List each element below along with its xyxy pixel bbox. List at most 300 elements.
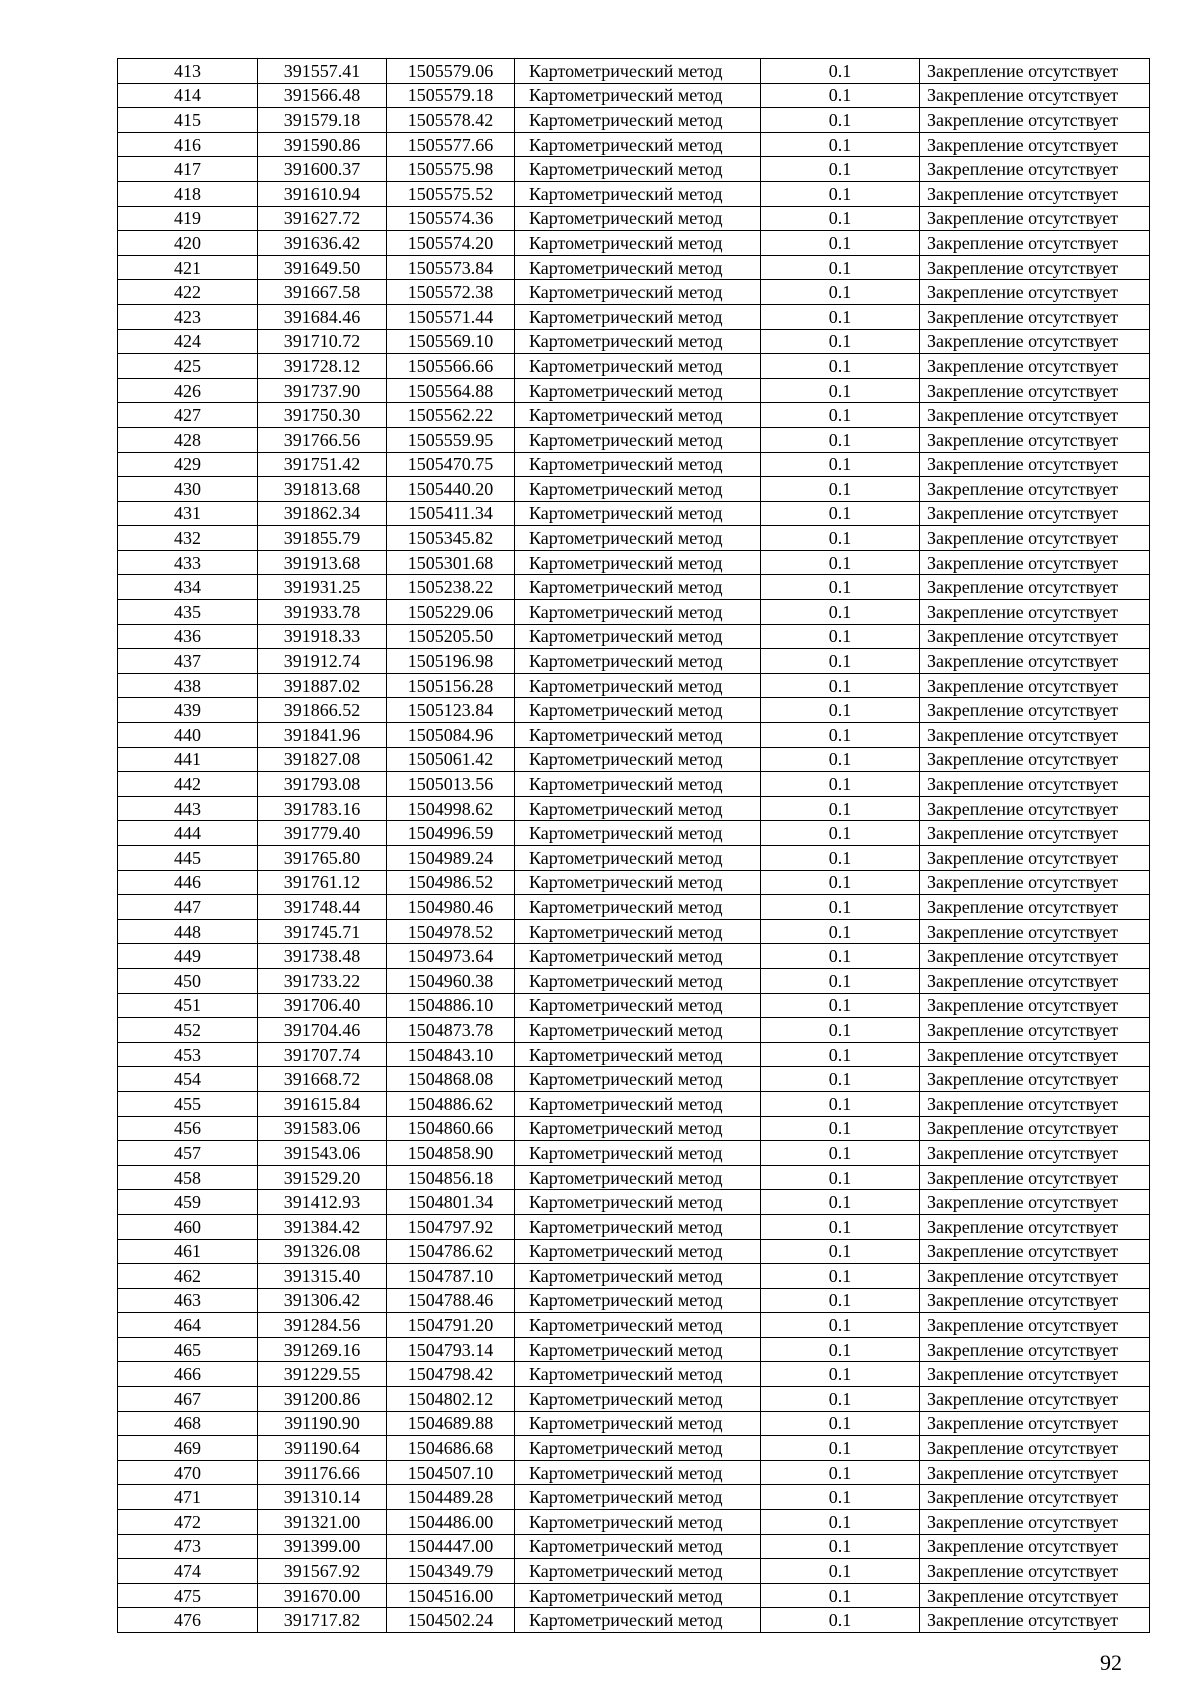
x-coordinate-cell: 391306.42 bbox=[258, 1288, 387, 1313]
x-coordinate-cell: 391590.86 bbox=[258, 132, 387, 157]
x-coordinate-cell: 391384.42 bbox=[258, 1214, 387, 1239]
point-number-cell: 431 bbox=[118, 501, 258, 526]
y-coordinate-cell: 1505229.06 bbox=[387, 600, 515, 625]
accuracy-cell: 0.1 bbox=[761, 1067, 920, 1092]
accuracy-cell: 0.1 bbox=[761, 304, 920, 329]
table-row bbox=[118, 895, 1150, 920]
table-row bbox=[118, 157, 1150, 182]
x-coordinate-cell: 391600.37 bbox=[258, 157, 387, 182]
point-number-cell: 448 bbox=[118, 919, 258, 944]
method-cell: Картометрический метод bbox=[515, 1337, 761, 1362]
point-number-cell: 455 bbox=[118, 1091, 258, 1116]
table-row bbox=[118, 673, 1150, 698]
y-coordinate-cell: 1505566.66 bbox=[387, 354, 515, 379]
description-cell: Закрепление отсутствует bbox=[920, 354, 1150, 379]
x-coordinate-cell: 391667.58 bbox=[258, 280, 387, 305]
x-coordinate-cell: 391668.72 bbox=[258, 1067, 387, 1092]
method-cell: Картометрический метод bbox=[515, 157, 761, 182]
description-cell: Закрепление отсутствует bbox=[920, 1190, 1150, 1215]
x-coordinate-cell: 391707.74 bbox=[258, 1042, 387, 1067]
table-row bbox=[118, 1116, 1150, 1141]
y-coordinate-cell: 1505575.98 bbox=[387, 157, 515, 182]
method-cell: Картометрический метод bbox=[515, 354, 761, 379]
method-cell: Картометрический метод bbox=[515, 1387, 761, 1412]
table-row bbox=[118, 1264, 1150, 1289]
method-cell: Картометрический метод bbox=[515, 624, 761, 649]
y-coordinate-cell: 1505084.96 bbox=[387, 723, 515, 748]
method-cell: Картометрический метод bbox=[515, 600, 761, 625]
table-row bbox=[118, 354, 1150, 379]
point-number-cell: 416 bbox=[118, 132, 258, 157]
accuracy-cell: 0.1 bbox=[761, 772, 920, 797]
y-coordinate-cell: 1505569.10 bbox=[387, 329, 515, 354]
x-coordinate-cell: 391745.71 bbox=[258, 919, 387, 944]
accuracy-cell: 0.1 bbox=[761, 1534, 920, 1559]
table-row bbox=[118, 968, 1150, 993]
method-cell: Картометрический метод bbox=[515, 181, 761, 206]
table-row bbox=[118, 526, 1150, 551]
accuracy-cell: 0.1 bbox=[761, 575, 920, 600]
table-row bbox=[118, 993, 1150, 1018]
x-coordinate-cell: 391399.00 bbox=[258, 1534, 387, 1559]
table-row bbox=[118, 1190, 1150, 1215]
coordinates-table-body bbox=[118, 59, 1150, 1633]
method-cell: Картометрический метод bbox=[515, 1608, 761, 1633]
accuracy-cell: 0.1 bbox=[761, 993, 920, 1018]
x-coordinate-cell: 391855.79 bbox=[258, 526, 387, 551]
description-cell: Закрепление отсутствует bbox=[920, 1091, 1150, 1116]
y-coordinate-cell: 1504973.64 bbox=[387, 944, 515, 969]
y-coordinate-cell: 1504486.00 bbox=[387, 1510, 515, 1535]
method-cell: Картометрический метод bbox=[515, 1313, 761, 1338]
point-number-cell: 452 bbox=[118, 1018, 258, 1043]
table-row bbox=[118, 575, 1150, 600]
y-coordinate-cell: 1504998.62 bbox=[387, 796, 515, 821]
method-cell: Картометрический метод bbox=[515, 796, 761, 821]
point-number-cell: 436 bbox=[118, 624, 258, 649]
method-cell: Картометрический метод bbox=[515, 1534, 761, 1559]
y-coordinate-cell: 1504860.66 bbox=[387, 1116, 515, 1141]
accuracy-cell: 0.1 bbox=[761, 1337, 920, 1362]
x-coordinate-cell: 391310.14 bbox=[258, 1485, 387, 1510]
description-cell: Закрепление отсутствует bbox=[920, 1559, 1150, 1584]
accuracy-cell: 0.1 bbox=[761, 1362, 920, 1387]
x-coordinate-cell: 391704.46 bbox=[258, 1018, 387, 1043]
accuracy-cell: 0.1 bbox=[761, 1264, 920, 1289]
y-coordinate-cell: 1505579.06 bbox=[387, 59, 515, 84]
method-cell: Картометрический метод bbox=[515, 1091, 761, 1116]
method-cell: Картометрический метод bbox=[515, 993, 761, 1018]
accuracy-cell: 0.1 bbox=[761, 1485, 920, 1510]
y-coordinate-cell: 1504447.00 bbox=[387, 1534, 515, 1559]
accuracy-cell: 0.1 bbox=[761, 1583, 920, 1608]
x-coordinate-cell: 391706.40 bbox=[258, 993, 387, 1018]
x-coordinate-cell: 391912.74 bbox=[258, 649, 387, 674]
point-number-cell: 463 bbox=[118, 1288, 258, 1313]
description-cell: Закрепление отсутствует bbox=[920, 452, 1150, 477]
accuracy-cell: 0.1 bbox=[761, 1436, 920, 1461]
description-cell: Закрепление отсутствует bbox=[920, 870, 1150, 895]
description-cell: Закрепление отсутствует bbox=[920, 231, 1150, 256]
description-cell: Закрепление отсутствует bbox=[920, 624, 1150, 649]
x-coordinate-cell: 391412.93 bbox=[258, 1190, 387, 1215]
x-coordinate-cell: 391761.12 bbox=[258, 870, 387, 895]
y-coordinate-cell: 1504858.90 bbox=[387, 1141, 515, 1166]
description-cell: Закрепление отсутствует bbox=[920, 846, 1150, 871]
x-coordinate-cell: 391190.64 bbox=[258, 1436, 387, 1461]
description-cell: Закрепление отсутствует bbox=[920, 673, 1150, 698]
accuracy-cell: 0.1 bbox=[761, 1042, 920, 1067]
point-number-cell: 445 bbox=[118, 846, 258, 871]
description-cell: Закрепление отсутствует bbox=[920, 919, 1150, 944]
description-cell: Закрепление отсутствует bbox=[920, 1042, 1150, 1067]
accuracy-cell: 0.1 bbox=[761, 673, 920, 698]
description-cell: Закрепление отсутствует bbox=[920, 403, 1150, 428]
method-cell: Картометрический метод bbox=[515, 1190, 761, 1215]
method-cell: Картометрический метод bbox=[515, 477, 761, 502]
point-number-cell: 429 bbox=[118, 452, 258, 477]
y-coordinate-cell: 1505411.34 bbox=[387, 501, 515, 526]
accuracy-cell: 0.1 bbox=[761, 944, 920, 969]
method-cell: Картометрический метод bbox=[515, 255, 761, 280]
accuracy-cell: 0.1 bbox=[761, 821, 920, 846]
method-cell: Картометрический метод bbox=[515, 83, 761, 108]
accuracy-cell: 0.1 bbox=[761, 1239, 920, 1264]
description-cell: Закрепление отсутствует bbox=[920, 1436, 1150, 1461]
table-row bbox=[118, 304, 1150, 329]
method-cell: Картометрический метод bbox=[515, 673, 761, 698]
x-coordinate-cell: 391543.06 bbox=[258, 1141, 387, 1166]
description-cell: Закрепление отсутствует bbox=[920, 280, 1150, 305]
x-coordinate-cell: 391862.34 bbox=[258, 501, 387, 526]
accuracy-cell: 0.1 bbox=[761, 181, 920, 206]
x-coordinate-cell: 391728.12 bbox=[258, 354, 387, 379]
y-coordinate-cell: 1505440.20 bbox=[387, 477, 515, 502]
table-row bbox=[118, 649, 1150, 674]
x-coordinate-cell: 391779.40 bbox=[258, 821, 387, 846]
y-coordinate-cell: 1504986.52 bbox=[387, 870, 515, 895]
table-row bbox=[118, 747, 1150, 772]
accuracy-cell: 0.1 bbox=[761, 108, 920, 133]
point-number-cell: 433 bbox=[118, 550, 258, 575]
point-number-cell: 444 bbox=[118, 821, 258, 846]
point-number-cell: 458 bbox=[118, 1165, 258, 1190]
method-cell: Картометрический метод bbox=[515, 1165, 761, 1190]
x-coordinate-cell: 391717.82 bbox=[258, 1608, 387, 1633]
accuracy-cell: 0.1 bbox=[761, 427, 920, 452]
y-coordinate-cell: 1504787.10 bbox=[387, 1264, 515, 1289]
table-row bbox=[118, 231, 1150, 256]
table-row bbox=[118, 1387, 1150, 1412]
x-coordinate-cell: 391670.00 bbox=[258, 1583, 387, 1608]
point-number-cell: 469 bbox=[118, 1436, 258, 1461]
description-cell: Закрепление отсутствует bbox=[920, 1608, 1150, 1633]
accuracy-cell: 0.1 bbox=[761, 1190, 920, 1215]
x-coordinate-cell: 391738.48 bbox=[258, 944, 387, 969]
page-number: 92 bbox=[1100, 1650, 1122, 1675]
method-cell: Картометрический метод bbox=[515, 1214, 761, 1239]
description-cell: Закрепление отсутствует bbox=[920, 1337, 1150, 1362]
method-cell: Картометрический метод bbox=[515, 1485, 761, 1510]
x-coordinate-cell: 391887.02 bbox=[258, 673, 387, 698]
description-cell: Закрепление отсутствует bbox=[920, 255, 1150, 280]
point-number-cell: 434 bbox=[118, 575, 258, 600]
x-coordinate-cell: 391557.41 bbox=[258, 59, 387, 84]
point-number-cell: 426 bbox=[118, 378, 258, 403]
point-number-cell: 420 bbox=[118, 231, 258, 256]
description-cell: Закрепление отсутствует bbox=[920, 1018, 1150, 1043]
x-coordinate-cell: 391566.48 bbox=[258, 83, 387, 108]
description-cell: Закрепление отсутствует bbox=[920, 796, 1150, 821]
description-cell: Закрепление отсутствует bbox=[920, 1313, 1150, 1338]
x-coordinate-cell: 391529.20 bbox=[258, 1165, 387, 1190]
point-number-cell: 464 bbox=[118, 1313, 258, 1338]
method-cell: Картометрический метод bbox=[515, 1067, 761, 1092]
method-cell: Картометрический метод bbox=[515, 575, 761, 600]
accuracy-cell: 0.1 bbox=[761, 919, 920, 944]
accuracy-cell: 0.1 bbox=[761, 968, 920, 993]
description-cell: Закрепление отсутствует bbox=[920, 747, 1150, 772]
y-coordinate-cell: 1505301.68 bbox=[387, 550, 515, 575]
accuracy-cell: 0.1 bbox=[761, 206, 920, 231]
y-coordinate-cell: 1505345.82 bbox=[387, 526, 515, 551]
method-cell: Картометрический метод bbox=[515, 772, 761, 797]
table-row bbox=[118, 624, 1150, 649]
point-number-cell: 472 bbox=[118, 1510, 258, 1535]
table-row bbox=[118, 59, 1150, 84]
description-cell: Закрепление отсутствует bbox=[920, 1288, 1150, 1313]
table-row bbox=[118, 944, 1150, 969]
description-cell: Закрепление отсутствует bbox=[920, 575, 1150, 600]
point-number-cell: 423 bbox=[118, 304, 258, 329]
point-number-cell: 430 bbox=[118, 477, 258, 502]
table-row bbox=[118, 255, 1150, 280]
y-coordinate-cell: 1504868.08 bbox=[387, 1067, 515, 1092]
table-row bbox=[118, 1239, 1150, 1264]
description-cell: Закрепление отсутствует bbox=[920, 600, 1150, 625]
y-coordinate-cell: 1505578.42 bbox=[387, 108, 515, 133]
point-number-cell: 441 bbox=[118, 747, 258, 772]
x-coordinate-cell: 391649.50 bbox=[258, 255, 387, 280]
y-coordinate-cell: 1504349.79 bbox=[387, 1559, 515, 1584]
method-cell: Картометрический метод bbox=[515, 1436, 761, 1461]
table-row bbox=[118, 1608, 1150, 1633]
accuracy-cell: 0.1 bbox=[761, 1608, 920, 1633]
point-number-cell: 442 bbox=[118, 772, 258, 797]
table-row bbox=[118, 772, 1150, 797]
description-cell: Закрепление отсутствует bbox=[920, 1387, 1150, 1412]
x-coordinate-cell: 391583.06 bbox=[258, 1116, 387, 1141]
y-coordinate-cell: 1504516.00 bbox=[387, 1583, 515, 1608]
accuracy-cell: 0.1 bbox=[761, 624, 920, 649]
method-cell: Картометрический метод bbox=[515, 427, 761, 452]
x-coordinate-cell: 391751.42 bbox=[258, 452, 387, 477]
table-row bbox=[118, 698, 1150, 723]
method-cell: Картометрический метод bbox=[515, 501, 761, 526]
method-cell: Картометрический метод bbox=[515, 452, 761, 477]
table-row bbox=[118, 108, 1150, 133]
x-coordinate-cell: 391918.33 bbox=[258, 624, 387, 649]
method-cell: Картометрический метод bbox=[515, 1460, 761, 1485]
y-coordinate-cell: 1504793.14 bbox=[387, 1337, 515, 1362]
point-number-cell: 425 bbox=[118, 354, 258, 379]
table-row bbox=[118, 280, 1150, 305]
y-coordinate-cell: 1505559.95 bbox=[387, 427, 515, 452]
x-coordinate-cell: 391326.08 bbox=[258, 1239, 387, 1264]
point-number-cell: 421 bbox=[118, 255, 258, 280]
method-cell: Картометрический метод bbox=[515, 1583, 761, 1608]
point-number-cell: 446 bbox=[118, 870, 258, 895]
table-row bbox=[118, 477, 1150, 502]
accuracy-cell: 0.1 bbox=[761, 747, 920, 772]
description-cell: Закрепление отсутствует bbox=[920, 181, 1150, 206]
method-cell: Картометрический метод bbox=[515, 206, 761, 231]
point-number-cell: 451 bbox=[118, 993, 258, 1018]
x-coordinate-cell: 391315.40 bbox=[258, 1264, 387, 1289]
y-coordinate-cell: 1504489.28 bbox=[387, 1485, 515, 1510]
y-coordinate-cell: 1504798.42 bbox=[387, 1362, 515, 1387]
x-coordinate-cell: 391750.30 bbox=[258, 403, 387, 428]
description-cell: Закрепление отсутствует bbox=[920, 944, 1150, 969]
method-cell: Картометрический метод bbox=[515, 1116, 761, 1141]
point-number-cell: 450 bbox=[118, 968, 258, 993]
y-coordinate-cell: 1504980.46 bbox=[387, 895, 515, 920]
table-row bbox=[118, 550, 1150, 575]
x-coordinate-cell: 391610.94 bbox=[258, 181, 387, 206]
accuracy-cell: 0.1 bbox=[761, 846, 920, 871]
x-coordinate-cell: 391200.86 bbox=[258, 1387, 387, 1412]
description-cell: Закрепление отсутствует bbox=[920, 1264, 1150, 1289]
y-coordinate-cell: 1504843.10 bbox=[387, 1042, 515, 1067]
table-row bbox=[118, 378, 1150, 403]
y-coordinate-cell: 1504856.18 bbox=[387, 1165, 515, 1190]
point-number-cell: 473 bbox=[118, 1534, 258, 1559]
accuracy-cell: 0.1 bbox=[761, 550, 920, 575]
x-coordinate-cell: 391737.90 bbox=[258, 378, 387, 403]
description-cell: Закрепление отсутствует bbox=[920, 649, 1150, 674]
method-cell: Картометрический метод bbox=[515, 1559, 761, 1584]
table-row bbox=[118, 1018, 1150, 1043]
description-cell: Закрепление отсутствует bbox=[920, 477, 1150, 502]
y-coordinate-cell: 1505574.20 bbox=[387, 231, 515, 256]
x-coordinate-cell: 391284.56 bbox=[258, 1313, 387, 1338]
description-cell: Закрепление отсутствует bbox=[920, 132, 1150, 157]
x-coordinate-cell: 391933.78 bbox=[258, 600, 387, 625]
x-coordinate-cell: 391636.42 bbox=[258, 231, 387, 256]
y-coordinate-cell: 1504786.62 bbox=[387, 1239, 515, 1264]
point-number-cell: 419 bbox=[118, 206, 258, 231]
table-row bbox=[118, 1067, 1150, 1092]
y-coordinate-cell: 1504960.38 bbox=[387, 968, 515, 993]
point-number-cell: 417 bbox=[118, 157, 258, 182]
point-number-cell: 456 bbox=[118, 1116, 258, 1141]
point-number-cell: 467 bbox=[118, 1387, 258, 1412]
x-coordinate-cell: 391766.56 bbox=[258, 427, 387, 452]
y-coordinate-cell: 1505238.22 bbox=[387, 575, 515, 600]
description-cell: Закрепление отсутствует bbox=[920, 772, 1150, 797]
point-number-cell: 471 bbox=[118, 1485, 258, 1510]
y-coordinate-cell: 1505575.52 bbox=[387, 181, 515, 206]
table-row bbox=[118, 1534, 1150, 1559]
description-cell: Закрепление отсутствует bbox=[920, 1583, 1150, 1608]
x-coordinate-cell: 391931.25 bbox=[258, 575, 387, 600]
table-row bbox=[118, 1362, 1150, 1387]
table-row bbox=[118, 600, 1150, 625]
x-coordinate-cell: 391567.92 bbox=[258, 1559, 387, 1584]
description-cell: Закрепление отсутствует bbox=[920, 821, 1150, 846]
y-coordinate-cell: 1505196.98 bbox=[387, 649, 515, 674]
point-number-cell: 470 bbox=[118, 1460, 258, 1485]
accuracy-cell: 0.1 bbox=[761, 329, 920, 354]
y-coordinate-cell: 1504802.12 bbox=[387, 1387, 515, 1412]
accuracy-cell: 0.1 bbox=[761, 1460, 920, 1485]
y-coordinate-cell: 1505123.84 bbox=[387, 698, 515, 723]
description-cell: Закрепление отсутствует bbox=[920, 1214, 1150, 1239]
method-cell: Картометрический метод bbox=[515, 968, 761, 993]
x-coordinate-cell: 391627.72 bbox=[258, 206, 387, 231]
point-number-cell: 438 bbox=[118, 673, 258, 698]
y-coordinate-cell: 1505572.38 bbox=[387, 280, 515, 305]
method-cell: Картометрический метод bbox=[515, 59, 761, 84]
method-cell: Картометрический метод bbox=[515, 1042, 761, 1067]
description-cell: Закрепление отсутствует bbox=[920, 1239, 1150, 1264]
accuracy-cell: 0.1 bbox=[761, 1288, 920, 1313]
description-cell: Закрепление отсутствует bbox=[920, 378, 1150, 403]
description-cell: Закрепление отсутствует bbox=[920, 698, 1150, 723]
method-cell: Картометрический метод bbox=[515, 108, 761, 133]
table-row bbox=[118, 329, 1150, 354]
table-row bbox=[118, 1313, 1150, 1338]
point-number-cell: 432 bbox=[118, 526, 258, 551]
accuracy-cell: 0.1 bbox=[761, 280, 920, 305]
table-row bbox=[118, 132, 1150, 157]
point-number-cell: 440 bbox=[118, 723, 258, 748]
description-cell: Закрепление отсутствует bbox=[920, 1411, 1150, 1436]
y-coordinate-cell: 1505156.28 bbox=[387, 673, 515, 698]
accuracy-cell: 0.1 bbox=[761, 157, 920, 182]
y-coordinate-cell: 1505571.44 bbox=[387, 304, 515, 329]
point-number-cell: 437 bbox=[118, 649, 258, 674]
x-coordinate-cell: 391733.22 bbox=[258, 968, 387, 993]
table-row bbox=[118, 796, 1150, 821]
table-row bbox=[118, 723, 1150, 748]
description-cell: Закрепление отсутствует bbox=[920, 427, 1150, 452]
x-coordinate-cell: 391615.84 bbox=[258, 1091, 387, 1116]
description-cell: Закрепление отсутствует bbox=[920, 1362, 1150, 1387]
x-coordinate-cell: 391841.96 bbox=[258, 723, 387, 748]
accuracy-cell: 0.1 bbox=[761, 1387, 920, 1412]
accuracy-cell: 0.1 bbox=[761, 526, 920, 551]
table-row bbox=[118, 1485, 1150, 1510]
method-cell: Картометрический метод bbox=[515, 723, 761, 748]
accuracy-cell: 0.1 bbox=[761, 231, 920, 256]
point-number-cell: 474 bbox=[118, 1559, 258, 1584]
accuracy-cell: 0.1 bbox=[761, 403, 920, 428]
point-number-cell: 460 bbox=[118, 1214, 258, 1239]
description-cell: Закрепление отсутствует bbox=[920, 1485, 1150, 1510]
point-number-cell: 428 bbox=[118, 427, 258, 452]
table-row bbox=[118, 1337, 1150, 1362]
accuracy-cell: 0.1 bbox=[761, 895, 920, 920]
accuracy-cell: 0.1 bbox=[761, 255, 920, 280]
point-number-cell: 453 bbox=[118, 1042, 258, 1067]
method-cell: Картометрический метод bbox=[515, 649, 761, 674]
accuracy-cell: 0.1 bbox=[761, 83, 920, 108]
point-number-cell: 424 bbox=[118, 329, 258, 354]
y-coordinate-cell: 1504507.10 bbox=[387, 1460, 515, 1485]
accuracy-cell: 0.1 bbox=[761, 723, 920, 748]
method-cell: Картометрический метод bbox=[515, 1362, 761, 1387]
